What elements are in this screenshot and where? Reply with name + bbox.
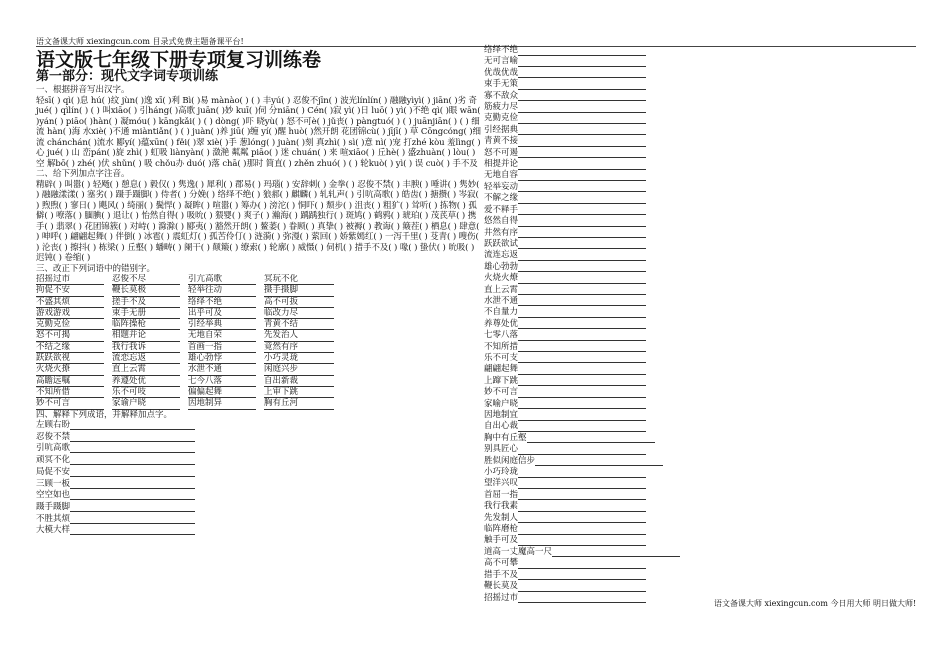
- idiom-label: 引吭高歌: [36, 443, 71, 454]
- idiom-row: [36, 443, 484, 455]
- idiom-label: 临阵磨枪: [484, 524, 519, 535]
- answer-line[interactable]: [518, 444, 646, 455]
- answer-line[interactable]: [518, 421, 646, 432]
- answer-line[interactable]: [518, 399, 646, 410]
- idiom-label: 无可言喻: [484, 56, 519, 67]
- section3-heading: 三、改正下列词语中的错别字。: [36, 263, 156, 274]
- idiom-label: 轻举妄动: [484, 181, 519, 192]
- answer-line[interactable]: [518, 330, 646, 341]
- correction-cell: 高瞻远嘱: [36, 376, 104, 387]
- page-footer: 语文备课大师 xiexingcun.com 今日用大师 明日做大师!: [714, 599, 917, 608]
- idiom-row: [484, 376, 744, 387]
- page-header: 语文备课大师 xiexingcun.com 目录式免费主题备课平台!: [36, 37, 244, 46]
- correction-cell: 高不可扳: [264, 297, 334, 308]
- idiom-label: 悠然自得: [484, 216, 519, 227]
- idiom-label: 青黄不接: [484, 136, 519, 147]
- answer-line[interactable]: [70, 420, 195, 430]
- answer-line[interactable]: [518, 593, 646, 604]
- idiom-row: [484, 285, 744, 296]
- idiom-row: [484, 421, 744, 432]
- answer-line[interactable]: [518, 262, 646, 273]
- answer-line[interactable]: [518, 170, 646, 181]
- section2-heading: 二、给下列加点字注音。: [36, 169, 130, 179]
- idiom-row: [484, 193, 744, 204]
- answer-line[interactable]: [518, 513, 646, 524]
- idiom-label: 乐不可支: [484, 352, 519, 363]
- idiom-row: [484, 570, 744, 581]
- correction-cell: 青黄不结: [264, 319, 334, 330]
- correction-cell: 小巧灵珑: [264, 353, 334, 364]
- answer-line[interactable]: [70, 514, 195, 524]
- idiom-label: 空空如也: [36, 490, 71, 501]
- correction-cell: 引亢高歌: [188, 274, 256, 285]
- idiom-row: [36, 525, 484, 537]
- idiom-label: 雄心勃勃: [484, 261, 519, 272]
- correction-cell: 引经举典: [188, 319, 256, 330]
- correction-cell: 流恋忘返: [112, 353, 180, 364]
- idiom-label: 优哉优哉: [484, 67, 519, 78]
- idiom-row: [484, 558, 744, 569]
- answer-line[interactable]: [518, 205, 646, 216]
- answer-line[interactable]: [518, 159, 646, 170]
- idiom-label: 不自量力: [484, 307, 519, 318]
- correction-cell: 束手无册: [112, 308, 180, 319]
- answer-line[interactable]: [518, 342, 646, 353]
- idiom-row: [484, 102, 744, 113]
- correction-cell: 雄心勃悖: [188, 353, 256, 364]
- answer-line[interactable]: [518, 319, 646, 330]
- correction-cell: 出乎可及: [188, 308, 256, 319]
- idiom-row: [36, 455, 484, 467]
- idiom-label: 筋疲力尽: [484, 102, 519, 113]
- correction-cell: 偏偏起舞: [188, 387, 256, 398]
- correction-cell: 游戏游戏: [36, 308, 104, 319]
- idiom-label: 别具匠心: [484, 444, 519, 455]
- idiom-label: 局促不安: [36, 466, 71, 477]
- idiom-row: [484, 216, 744, 227]
- correction-cell: 妙不可言: [36, 398, 104, 409]
- answer-line[interactable]: [70, 502, 195, 512]
- idiom-row: [484, 501, 744, 512]
- idiom-row: [484, 79, 744, 90]
- idiom-label: 流连忘返: [484, 250, 519, 261]
- idiom-label: 翩翩起舞: [484, 364, 519, 375]
- idiom-label: 胜似闲庭信步: [484, 455, 536, 466]
- correction-cell: 冥玩不化: [264, 274, 334, 285]
- answer-line[interactable]: [70, 467, 195, 477]
- page-title: 语文版七年级下册专项复习训练卷: [36, 49, 322, 71]
- idiom-row: [484, 387, 744, 398]
- idiom-label: 高不可攀: [484, 558, 519, 569]
- correction-cell: 鞭长莫极: [112, 285, 180, 296]
- correction-cell: 我行我诉: [112, 342, 180, 353]
- idiom-row: [484, 296, 744, 307]
- idiom-row: [484, 467, 744, 478]
- correction-cell: 胸有丘河: [264, 398, 334, 409]
- idiom-label: 胸中有丘壑: [484, 432, 527, 443]
- answer-line[interactable]: [518, 581, 646, 592]
- correction-cell: 养遵处优: [112, 376, 180, 387]
- answer-line[interactable]: [518, 193, 646, 204]
- answer-line[interactable]: [518, 216, 646, 227]
- idiom-row: [484, 353, 744, 364]
- idiom-label: 引经据典: [484, 124, 519, 135]
- correction-cell: 闲庭兴步: [264, 364, 334, 375]
- idiom-row: [484, 513, 744, 524]
- answer-line[interactable]: [518, 501, 646, 512]
- correction-cell: 克勤克俭: [36, 319, 104, 330]
- idiom-row: [484, 148, 744, 159]
- idiom-row: [484, 113, 744, 124]
- correction-cell: 自出新裁: [264, 376, 334, 387]
- answer-line[interactable]: [552, 547, 680, 558]
- answer-line[interactable]: [70, 455, 195, 465]
- idiom-row: [484, 91, 744, 102]
- idiom-row: [36, 420, 484, 432]
- answer-line[interactable]: [70, 479, 195, 489]
- idiom-label: 道高一丈魔高一尺: [484, 546, 553, 557]
- correction-cell: 水泄不通: [188, 364, 256, 375]
- answer-line[interactable]: [518, 91, 646, 102]
- answer-line[interactable]: [518, 79, 646, 90]
- answer-line[interactable]: [518, 353, 646, 364]
- idiom-label: 小巧玲珑: [484, 467, 519, 478]
- correction-cell: 怒不可揭: [36, 330, 104, 341]
- idiom-row: [484, 159, 744, 170]
- correction-cell: 竟然有序: [264, 342, 334, 353]
- section1-text: 轻sī( ) qì( )息 hú( )纹 jùn( )逸 xī( )利 Bì( )易 mànào( ) ( ) 丰yú( ) 忍俊不jīn( ) 波光línlín( ) 融融yìyì( ) jiān( )劣 奇jué( ) qìlín( ) ( ) 叫xiāo( ) 引háng( )高歌 juān( )妙 kuī( )伺 分niān( ) Cén( )寂 yì( )日 luō( ) yì( )不绝 qì( )眼 wān( )yán( ) piāo( )hàn( ) 凝móu( ) kāngkǎi( ) ( ) dòng( )吓 晓yù( ) 怒不可è( ) jǔ丧( ) pàngtuó( ) ( ) juānjiān( ) ( ) 细流 hàn( )海 水xiè( )不通 miàntiǎn( ) ( ) juàn( )养 jiū( )缠 yí( )醒 huò( )然开朗 花团锦cù( ) jījī( ) 草 Cōngcóng( )细流 chánchán( )流水 郾yí( )蕴xūn( ) fěi( )翠 xiè( )手 葱lóng( ) juàn( )刻 真zhì( ) sì( )意 nì( )宠 打zhé kòu 羞lìng( ) 心 jué( ) 山 峦pán( )旋 zhì( ) 虹吸 liànyàn( ) 潋滟 粼粼 piāo( ) 迷 chuán( ) 来 喧xiāo( ) 丘hè( ) 盛zhuàn( ) lòu( ) 空 解bō( ) zhé( )伏 shǔn( ) 吸 chǒu办 duó( )落 chā( )那时 简直( ) zhěn zhuó( ) ( ) 轮kuò( ) yì( ) 误 cuò( ) 手不及: [36, 95, 481, 169]
- idiom-label: 直上云霄: [484, 284, 519, 295]
- answer-line[interactable]: [518, 113, 646, 124]
- idiom-row: [484, 239, 744, 250]
- idiom-row: [484, 319, 744, 330]
- correction-cell: 先发治人: [264, 330, 334, 341]
- idiom-label: 跃跃欲试: [484, 238, 519, 249]
- idiom-list: [36, 420, 484, 537]
- right-column: [484, 45, 744, 604]
- answer-line[interactable]: [518, 228, 646, 239]
- answer-line[interactable]: [518, 467, 646, 478]
- correction-grid: [36, 274, 484, 410]
- answer-line[interactable]: [518, 239, 646, 250]
- idiom-row: [484, 45, 744, 56]
- answer-line[interactable]: [518, 410, 646, 421]
- idiom-row: [484, 478, 744, 489]
- idiom-label: 首屈一指: [484, 489, 519, 500]
- idiom-label: 火烧火燎: [484, 273, 519, 284]
- correction-cell: 因地制异: [188, 398, 256, 409]
- answer-line[interactable]: [518, 148, 646, 159]
- idiom-row: [36, 432, 484, 444]
- idiom-label: 相提并论: [484, 159, 519, 170]
- idiom-label: 望洋兴叹: [484, 478, 519, 489]
- idiom-row: [484, 410, 744, 421]
- idiom-label: 妙不可言: [484, 387, 519, 398]
- idiom-row: [484, 330, 744, 341]
- idiom-label: 鞭长莫及: [484, 581, 519, 592]
- idiom-label: 不解之缘: [484, 193, 519, 204]
- idiom-row: [484, 581, 744, 592]
- idiom-label: 不知所措: [484, 341, 519, 352]
- part-heading: 第一部分：现代文字词专项训练: [36, 69, 219, 84]
- correction-cell: 七今八落: [188, 376, 256, 387]
- answer-line[interactable]: [518, 558, 646, 569]
- correction-cell: 无地自荣: [188, 330, 256, 341]
- answer-line[interactable]: [518, 45, 646, 56]
- left-column: [36, 50, 484, 537]
- idiom-row: [484, 250, 744, 261]
- idiom-label: 左顾右盼: [36, 420, 71, 431]
- correction-cell: 不盛其烦: [36, 297, 104, 308]
- correction-cell: 跃跃欲视: [36, 353, 104, 364]
- idiom-label: 养尊处优: [484, 318, 519, 329]
- answer-line[interactable]: [70, 490, 195, 500]
- correction-cell: 火烧火撩: [36, 364, 104, 375]
- idiom-label: 无地自容: [484, 170, 519, 181]
- idiom-label: 克勤克俭: [484, 113, 519, 124]
- idiom-label: 爱不释手: [484, 204, 519, 215]
- idiom-label: 络绎不绝: [484, 45, 519, 55]
- idiom-label: 措手不及: [484, 569, 519, 580]
- idiom-label: 怒不可遏: [484, 147, 519, 158]
- idiom-row: [36, 479, 484, 491]
- idiom-label: 顽冥不化: [36, 455, 71, 466]
- answer-line[interactable]: [518, 296, 646, 307]
- idiom-row: [484, 262, 744, 273]
- idiom-row: [484, 535, 744, 546]
- idiom-row: [484, 307, 744, 318]
- answer-line[interactable]: [535, 456, 663, 467]
- correction-cell: 拘促不安: [36, 285, 104, 296]
- idiom-row: [36, 467, 484, 479]
- answer-line[interactable]: [518, 273, 646, 284]
- section2-text: 精辟( ) 叫嚣( ) 轻飏( ) 憩息( ) 毅仅( ) 隽逸( ) 犀利( ) 郡易( ) 玛瑙( ) 安辞刺( ) 金拳( ) 忍俊不禁( ) 丰腴( ) 唾讲( ) 隽妙( ) 融融漾漾( ) 塞劣( ) 蹑手蹑脚( ) 侍者( ) 分娩( ) 络绎不绝( ) 狼郝( ) 麒麟( ) 轧轧声( ) 引吭高歌( ) 皓齿( ) 搪攒( ) 岑寂( ) 煦煦( ) 寥日( ) 飓风( ) 绮丽( ) 鬓悍( ) 凝眸( ) 喧嚣( ) 筹办( ) 滂沱( ) 恫吓( ) 颓步( ) 沮丧( ) 粗犷( ) 耸听( ) 拣物( ) 孤僻( ) 嘹落( ) 腼腆( ) 退让( ) 怡然自得( ) 吸吮( ) 猥婴( ) 爽子( ) 瀚海( ) 踽踽独行( ) 斑鸠( ) 鹤鸦( ) 琥珀( ) 茂芪草( ) 携手( ) 翡翠( ) 花团锦簇( ) 对峙( ) 滁滁( ) 郾夷( ) 豁然开朗( ) 鳌萎( ) 眷顾( ) 真挚( ) 被褥( ) 教诲( ) 簸茬( ) 栖息( ) 肆意( ) 呻呼( ) 翩翩起舞( ) 伴倒( ) 冰雹( ) 震虹灯( ) 孤苦伶仃( ) 涟漪( ) 弥漫( ) 萦回( ) 娇紫嫣红( ) 一泻千里( ) 芟青( ) 嗖伤( ) 沦丧( ) 擦抖( ) 栋梁( ) 丘壑( ) 蟠畴( ) 阑干( ) 颠簸( ) 缭索( ) 轮廓( ) 威慑( ) 伺机( ) 措手不及( ) 喙( ) 蛰伏( ) 吮吸( ) 迟钝( ) 卷缩( ): [36, 179, 480, 263]
- correction-cell: 搓手不及: [112, 297, 180, 308]
- answer-line[interactable]: [518, 387, 646, 398]
- idiom-label: 先发制人: [484, 512, 519, 523]
- answer-line[interactable]: [518, 285, 646, 296]
- correction-cell: 招摇过巿: [36, 274, 104, 285]
- answer-line[interactable]: [518, 182, 646, 193]
- idiom-row: [36, 490, 484, 502]
- section4-heading: 四、解释下列成语，并解释加点字。: [36, 409, 173, 420]
- correction-cell: 不知所借: [36, 387, 104, 398]
- header-divider: [36, 46, 916, 47]
- idiom-label: 自出心裁: [484, 421, 519, 432]
- correction-cell: 家谕户晓: [112, 398, 180, 409]
- answer-line[interactable]: [518, 250, 646, 261]
- idiom-label: 七零八落: [484, 330, 519, 341]
- idiom-row: [484, 205, 744, 216]
- answer-line[interactable]: [518, 478, 646, 489]
- idiom-label: 家喻户晓: [484, 398, 519, 409]
- idiom-row: [484, 444, 744, 455]
- answer-line[interactable]: [527, 433, 655, 444]
- idiom-row: [484, 125, 744, 136]
- idiom-row: [484, 364, 744, 375]
- idiom-label: 触手可及: [484, 535, 519, 546]
- idiom-row: [484, 68, 744, 79]
- answer-line[interactable]: [518, 570, 646, 581]
- idiom-row: [484, 547, 744, 558]
- idiom-label: 井然有序: [484, 227, 519, 238]
- correction-cell: 上审下跳: [264, 387, 334, 398]
- correction-cell: 轻举往动: [188, 285, 256, 296]
- idiom-row: [484, 524, 744, 535]
- idiom-row: [36, 502, 484, 514]
- answer-line[interactable]: [518, 136, 646, 147]
- answer-line[interactable]: [518, 524, 646, 535]
- correction-cell: 首画一指: [188, 342, 256, 353]
- idiom-label: 三顾一板: [36, 478, 71, 489]
- idiom-label: 束手无策: [484, 79, 519, 90]
- idiom-row: [484, 456, 744, 467]
- idiom-row: [484, 170, 744, 181]
- idiom-row: [484, 593, 744, 604]
- answer-line[interactable]: [518, 376, 646, 387]
- idiom-label: 水泄不通: [484, 295, 519, 306]
- correction-cell: 临改力尽: [264, 308, 334, 319]
- idiom-label: 蹑手蹑脚: [36, 501, 71, 512]
- idiom-row: [484, 342, 744, 353]
- answer-line[interactable]: [518, 535, 646, 546]
- idiom-row: [484, 228, 744, 239]
- answer-line[interactable]: [518, 102, 646, 113]
- correction-cell: 不结之缘: [36, 342, 104, 353]
- idiom-label: 上蹿下跳: [484, 375, 519, 386]
- correction-cell: 摄手摄脚: [264, 285, 334, 296]
- correction-cell: 乐不可吱: [112, 387, 180, 398]
- correction-cell: 临阵操枪: [112, 319, 180, 330]
- answer-line[interactable]: [518, 125, 646, 136]
- idiom-label: 招摇过市: [484, 592, 519, 603]
- idiom-label: 我行我素: [484, 501, 519, 512]
- idiom-label: 因地制宜: [484, 410, 519, 420]
- answer-line[interactable]: [70, 443, 195, 453]
- idiom-label: 不胜其烦: [36, 513, 71, 524]
- correction-cell: 忍俊不尽: [112, 274, 180, 285]
- idiom-row: [36, 514, 484, 526]
- answer-line[interactable]: [518, 68, 646, 79]
- correction-cell: 直上云霄: [112, 364, 180, 375]
- idiom-row: [484, 182, 744, 193]
- correction-cell: 络绎不绝: [188, 297, 256, 308]
- answer-line[interactable]: [518, 364, 646, 375]
- answer-line[interactable]: [70, 525, 195, 535]
- idiom-row: [484, 56, 744, 67]
- idiom-row: [484, 490, 744, 501]
- idiom-row: [484, 273, 744, 284]
- idiom-label: 大模大样: [36, 525, 71, 536]
- idiom-label: 忍俊不禁: [36, 431, 71, 442]
- answer-line[interactable]: [518, 490, 646, 501]
- section1-heading: 一、根据拼音写出汉字。: [36, 85, 130, 95]
- answer-line[interactable]: [518, 307, 646, 318]
- idiom-row: [484, 399, 744, 410]
- idiom-label: 寡不敌众: [484, 90, 519, 101]
- idiom-row: [484, 136, 744, 147]
- correction-cell: 相题并论: [112, 330, 180, 341]
- answer-line[interactable]: [70, 432, 195, 442]
- idiom-row: [484, 433, 744, 444]
- answer-line[interactable]: [518, 56, 646, 67]
